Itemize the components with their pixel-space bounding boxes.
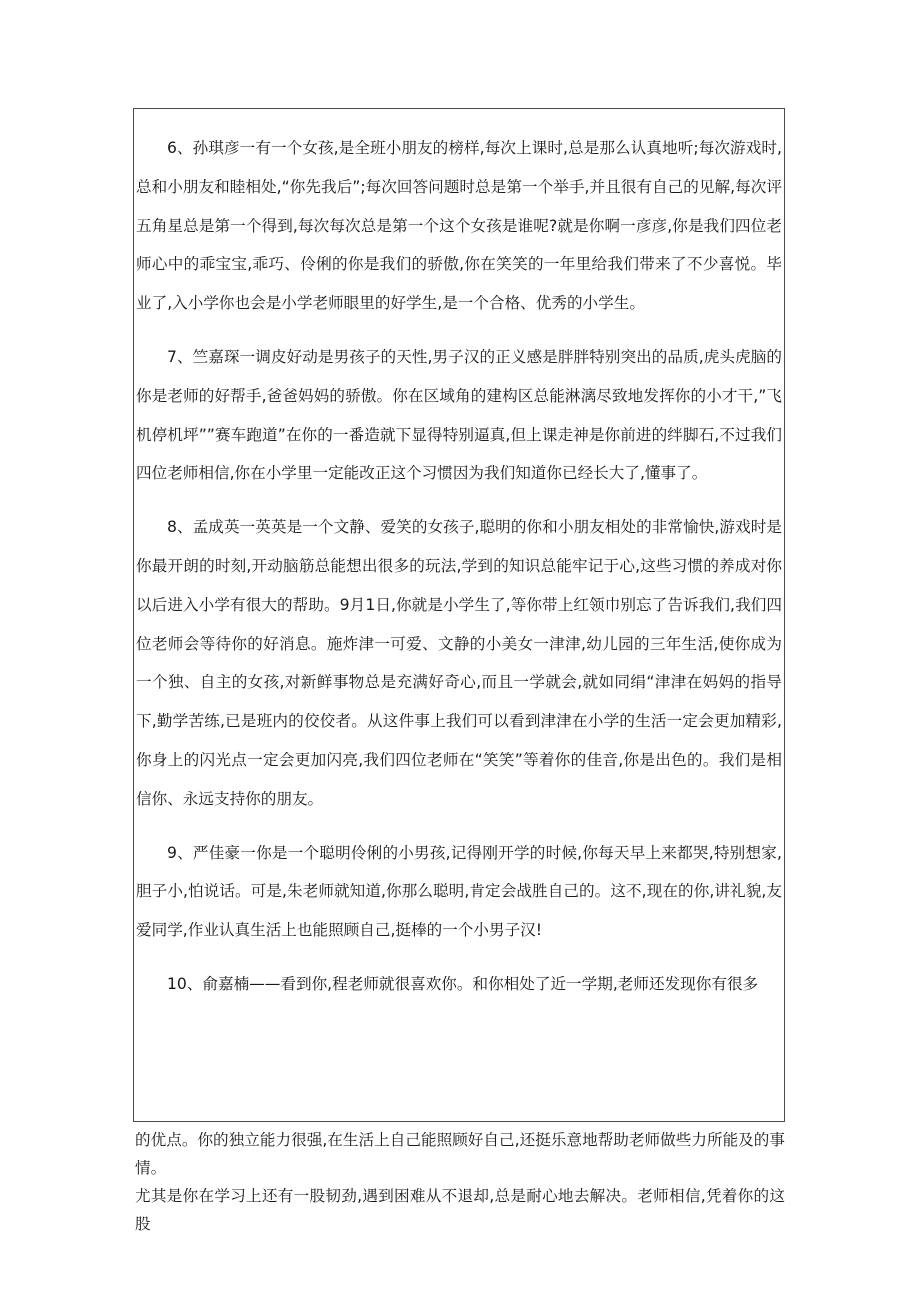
continuation-line-1: 的优点。你的独立能力很强,在生活上自己能照顾好自己,还挺乐意地帮助老师做些力所能及的事情。 — [135, 1131, 785, 1177]
paragraph-6: 6、孙琪彦一有一个女孩,是全班小朋友的榜样,每次上课时,总是那么认真地听;每次游戏时,总和小朋友和睦相处,“你先我后”;每次回答问题时总是第一个举手,并且很有自己的见解,每次评五角星总是第一个得到,每次每次总是第一个这个女孩是谁呢?就是你啊一彦彦,你是我们四位老师心中的乖宝宝,乖巧、伶俐的你是我们的骄傲,你在笑笑的一年里给我们带来了不少喜悦。毕业了,入小学你也会是小学老师眼里的好学生,是一个合格、优秀的小学生。 — [136, 139, 782, 313]
continuation-text — [135, 1126, 785, 1238]
continuation-line-2: 尤其是你在学习上还有一股韧劲,遇到困难从不退却,总是耐心地去解决。老师相信,凭着你的这股 — [135, 1187, 785, 1233]
frame-body — [136, 129, 782, 1019]
paragraph-7: 7、竺嘉琛一调皮好动是男孩子的天性,男子汉的正义感是胖胖特别突出的品质,虎头虎脑的你是老师的好帮手,爸爸妈妈的骄傲。你在区域角的建构区总能淋漓尽致地发挥你的小才干,”飞机停机坪””赛车跑道”在你的一番造就下显得特别逼真,但上课走神是你前进的绊脚石,不过我们四位老师相信,你在小学里一定能改正这个习惯因为我们知道你已经长大了,懂事了。 — [136, 347, 782, 483]
paragraph-9: 9、严佳豪一你是一个聪明伶俐的小男孩,记得刚开学的时候,你每天早上来都哭,特别想家,胆子小,怕说话。可是,朱老师就知道,你那么聪明,肯定会战胜自己的。这不,现在的你,讲礼貌,友爱同学,作业认真生活上也能照顾自己,挺棒的一个小男子汉! — [136, 843, 782, 940]
paragraph-8: 8、孟成英一英英是一个文静、爱笑的女孩子,聪明的你和小朋友相处的非常愉快,游戏时是你最开朗的时刻,开动脑筋总能想出很多的玩法,学到的知识总能牢记于心,这些习惯的养成对你以后进入小学有很大的帮助。9月1日,你就是小学生了,等你带上红领巾别忘了告诉我们,我们四位老师会等待你的好消息。施炸津一可爱、文静的小美女一津津,幼儿园的三年生活,使你成为一个独、自主的女孩,对新鲜事物总是充满好奇心,而且一学就会,就如同绢“津津在妈妈的指导下,勤学苦练,已是班内的佼佼者。从这件事上我们可以看到津津在小学的生活一定会更加精彩,你身上的闪光点一定会更加闪亮,我们四位老师在“笑笑”等着你的佳音,你是出色的。我们是相信你、永远支持你的朋友。 — [136, 518, 782, 808]
text-box-frame — [133, 108, 785, 1122]
paragraph-10: 10、俞嘉楠——看到你,程老师就很喜欢你。和你相处了近一学期,老师还发现你有很多 — [167, 974, 759, 993]
